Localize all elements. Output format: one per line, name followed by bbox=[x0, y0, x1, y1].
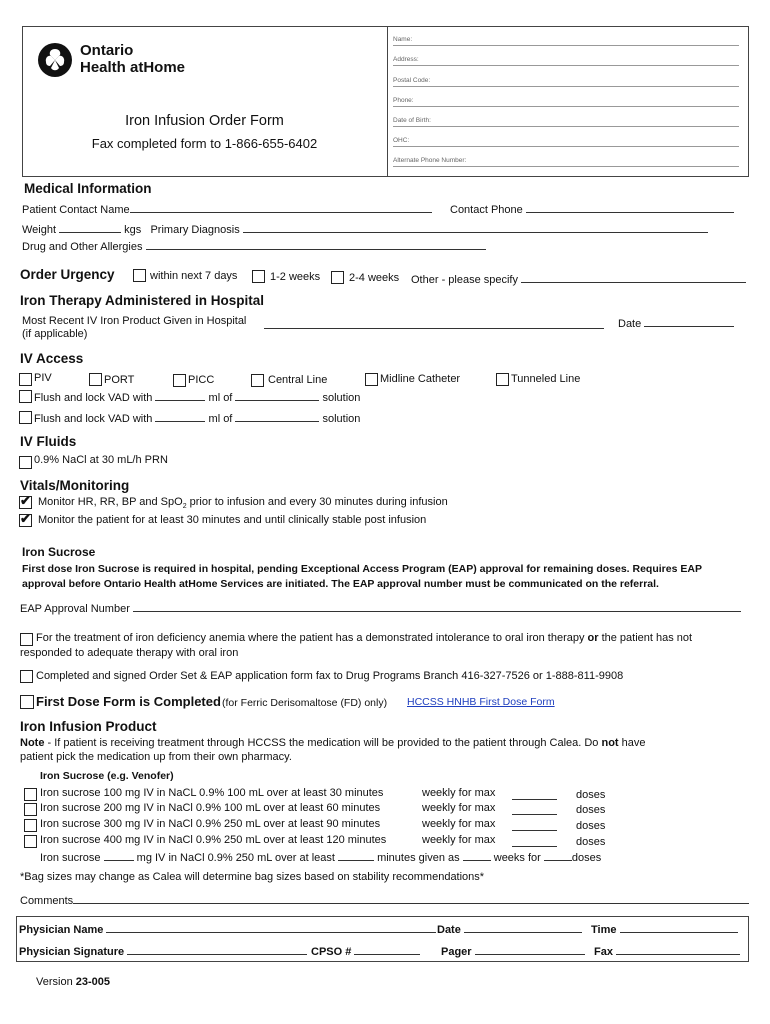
pager-row: Pager bbox=[441, 944, 585, 958]
eap-row: EAP Approval Number bbox=[20, 601, 741, 615]
dose-row-text: Iron sucrose 300 mg IV in NaCl 0.9% 250 mL over at least 90 minutes bbox=[40, 818, 381, 830]
patient-field-label: OHC: bbox=[393, 137, 410, 144]
physician-name-row: Physician Name bbox=[19, 922, 436, 936]
picc-label: PICC bbox=[188, 374, 215, 386]
first-dose-label: First Dose Form is Completed bbox=[36, 694, 221, 709]
dose-row-weekly: weekly for max bbox=[422, 802, 496, 814]
patient-field-0[interactable] bbox=[393, 36, 739, 46]
tunneled-line-checkbox[interactable] bbox=[496, 373, 509, 386]
picc-checkbox[interactable] bbox=[173, 374, 186, 387]
dose-row-checkbox[interactable] bbox=[24, 803, 37, 816]
iv-access-heading: IV Access bbox=[20, 351, 84, 366]
sig-date-row: Date bbox=[437, 922, 582, 936]
post-infusion-checkbox[interactable] bbox=[19, 514, 32, 527]
urgency-1-2-weeks-checkbox[interactable] bbox=[252, 270, 265, 283]
piv-label: PIV bbox=[34, 372, 52, 384]
piv-checkbox[interactable] bbox=[19, 373, 32, 386]
allergies-field[interactable] bbox=[146, 239, 486, 250]
custom-weeks-field[interactable] bbox=[463, 850, 491, 861]
iron-sucrose-subheading: Iron Sucrose (e.g. Venofer) bbox=[40, 770, 174, 782]
patient-field-label: Address: bbox=[393, 56, 419, 63]
dose-row-text: Iron sucrose 400 mg IV in NaCl 0.9% 250 mL over at least 120 minutes bbox=[40, 834, 387, 846]
port-checkbox[interactable] bbox=[89, 373, 102, 386]
dose-row-checkbox[interactable] bbox=[24, 788, 37, 801]
first-dose-checkbox[interactable] bbox=[20, 695, 34, 709]
org-name bbox=[80, 42, 185, 76]
flush1-solution-field[interactable] bbox=[235, 390, 319, 401]
weight-row: Weight kgs Primary Diagnosis bbox=[22, 222, 708, 236]
patient-field-2[interactable] bbox=[393, 77, 739, 87]
dose-row-weekly: weekly for max bbox=[422, 818, 496, 830]
hospital-heading: Iron Therapy Administered in Hospital bbox=[20, 293, 265, 308]
post-infusion-label: Monitor the patient for at least 30 minutes and until clinically stable post infusion bbox=[38, 514, 427, 526]
treatment-label-line2: responded to adequate therapy with oral iron bbox=[20, 647, 239, 659]
nacl-prn-checkbox[interactable] bbox=[19, 456, 32, 469]
patient-contact-label: Patient Contact Name bbox=[22, 202, 432, 216]
tunneled-line-label: Tunneled Line bbox=[511, 373, 581, 385]
urgency-other-field[interactable] bbox=[521, 272, 746, 283]
completed-order-label: Completed and signed Order Set & EAP application form fax to Drug Programs Branch 416-327-7526 or 1-888-811-9908 bbox=[36, 670, 624, 682]
patient-field-1[interactable] bbox=[393, 56, 739, 66]
contact-phone-field[interactable] bbox=[526, 202, 734, 213]
iron-sucrose-heading: Iron Sucrose bbox=[22, 545, 96, 559]
order-urgency-heading: Order Urgency bbox=[20, 267, 115, 282]
flush2-amount-field[interactable] bbox=[155, 411, 205, 422]
iron-sucrose-note: First dose Iron Sucrose is required in hospital, pending Exceptional Access Program (EAP) approval for remaining doses. Requires EAP approval before Ontario Health atHome Services are initiated. The EAP approval number must be communicated on the referral. bbox=[22, 563, 702, 590]
form-title: Iron Infusion Order Form bbox=[125, 113, 284, 129]
physician-signature-row: Physician Signature bbox=[19, 944, 307, 958]
comments-row: Comments bbox=[20, 893, 749, 907]
completed-order-checkbox[interactable] bbox=[20, 670, 33, 683]
hospital-date-field[interactable] bbox=[644, 316, 734, 327]
port-label: PORT bbox=[104, 374, 135, 386]
dose-row-text: Iron sucrose 200 mg IV in NaCl 0.9% 100 mL over at least 60 minutes bbox=[40, 802, 381, 814]
urgency-2-4-weeks-checkbox[interactable] bbox=[331, 271, 344, 284]
dose-row-checkbox[interactable] bbox=[24, 819, 37, 832]
patient-field-6[interactable] bbox=[393, 157, 739, 167]
patient-field-label: Postal Code: bbox=[393, 77, 431, 84]
urgency-7days-label: within next 7 days bbox=[150, 270, 238, 282]
medical-info-heading: Medical Information bbox=[24, 181, 152, 196]
eap-approval-field[interactable] bbox=[133, 601, 741, 612]
primary-diagnosis-field[interactable] bbox=[243, 222, 708, 233]
nacl-prn-label: 0.9% NaCl at 30 mL/h PRN bbox=[34, 454, 168, 466]
version-label: Version 23-005 bbox=[36, 976, 111, 988]
vitals-monitor-label: Monitor HR, RR, BP and SpO$_2$ prior to infusion and every 30 minutes during infusion bbox=[38, 496, 448, 511]
sig-fax-field[interactable] bbox=[616, 944, 740, 955]
patient-field-label: Phone: bbox=[393, 97, 414, 104]
dose-row-max-field[interactable] bbox=[512, 804, 557, 815]
dose-row-max-field[interactable] bbox=[512, 836, 557, 847]
recent-iv-iron-field[interactable] bbox=[264, 318, 604, 329]
dose-row-weekly: weekly for max bbox=[422, 834, 496, 846]
dose-row-text: Iron sucrose 100 mg IV in NaCL 0.9% 100 mL over at least 30 minutes bbox=[40, 787, 384, 799]
patient-contact-field[interactable] bbox=[130, 202, 432, 213]
dose-row-max-field[interactable] bbox=[512, 820, 557, 831]
dose-row-weekly: weekly for max bbox=[422, 787, 496, 799]
patient-field-label: Name: bbox=[393, 36, 413, 43]
treatment-label: For the treatment of iron deficiency anemia where the patient has a demonstrated intolerance to oral iron therapy or the patient has not bbox=[36, 632, 693, 644]
dose-row-doses: doses bbox=[576, 820, 606, 832]
urgency-7days-checkbox[interactable] bbox=[133, 269, 146, 282]
iron-infusion-product-heading: Iron Infusion Product bbox=[20, 719, 157, 734]
fax-instruction: Fax completed form to 1-866-655-6402 bbox=[91, 136, 318, 151]
dose-row-doses: doses bbox=[576, 804, 606, 816]
sig-time-field[interactable] bbox=[620, 922, 738, 933]
flush1-row: Flush and lock VAD with ml of solution bbox=[34, 392, 361, 404]
ontario-logo-icon bbox=[37, 42, 73, 78]
comments-field[interactable] bbox=[73, 893, 749, 904]
central-line-checkbox[interactable] bbox=[251, 374, 264, 387]
vitals-monitor-checkbox[interactable] bbox=[19, 496, 32, 509]
flush2-checkbox[interactable] bbox=[19, 411, 32, 424]
first-dose-form-link[interactable]: HCCSS HNHB First Dose Form bbox=[407, 696, 555, 708]
custom-mg-field[interactable] bbox=[104, 850, 134, 861]
patient-field-5[interactable] bbox=[393, 137, 739, 147]
physician-signature-field[interactable] bbox=[127, 944, 307, 955]
urgency-1-2-weeks-label: 1-2 weeks bbox=[270, 271, 321, 283]
cpso-row: CPSO # bbox=[311, 944, 420, 958]
header-divider bbox=[387, 26, 388, 177]
flush1-checkbox[interactable] bbox=[19, 390, 32, 403]
patient-field-label: Date of Birth: bbox=[393, 117, 431, 124]
dose-row-doses: doses bbox=[576, 836, 606, 848]
custom-doses-field[interactable] bbox=[544, 850, 572, 861]
patient-field-4[interactable] bbox=[393, 117, 739, 127]
iv-fluids-heading: IV Fluids bbox=[20, 434, 77, 449]
midline-catheter-checkbox[interactable] bbox=[365, 373, 378, 386]
contact-phone-label: Contact Phone bbox=[450, 202, 734, 216]
urgency-2-4-weeks-label: 2-4 weeks bbox=[349, 272, 400, 284]
weight-field[interactable] bbox=[59, 222, 121, 233]
pager-field[interactable] bbox=[475, 944, 585, 955]
allergies-row: Drug and Other Allergies bbox=[22, 239, 486, 253]
org-line1: Ontario bbox=[80, 42, 134, 59]
vitals-heading: Vitals/Monitoring bbox=[20, 478, 130, 493]
flush2-row: Flush and lock VAD with ml of solution bbox=[34, 413, 361, 425]
treatment-checkbox[interactable] bbox=[20, 633, 33, 646]
cpso-field[interactable] bbox=[354, 944, 420, 955]
sig-time-row: Time bbox=[591, 922, 738, 936]
dose-row-checkbox[interactable] bbox=[24, 835, 37, 848]
recent-iv-iron-label: Most Recent IV Iron Product Given in Hospital (if applicable) bbox=[22, 315, 247, 340]
hospital-date-label: Date bbox=[618, 316, 734, 330]
custom-minutes-field[interactable] bbox=[338, 850, 374, 861]
org-line2: Health atHome bbox=[80, 59, 186, 76]
sig-fax-row: Fax bbox=[594, 944, 740, 958]
physician-name-field[interactable] bbox=[106, 922, 436, 933]
custom-dose-row: Iron sucrose mg IV in NaCl 0.9% 250 mL over at least minutes given as weeks for doses bbox=[40, 852, 602, 864]
bag-size-note: *Bag sizes may change as Calea will determine bag sizes based on stability recommendations* bbox=[20, 871, 485, 883]
dose-row-doses: doses bbox=[576, 789, 606, 801]
sig-date-field[interactable] bbox=[464, 922, 582, 933]
flush2-solution-field[interactable] bbox=[235, 411, 319, 422]
urgency-other-label: Other - please specify bbox=[411, 272, 746, 286]
flush1-amount-field[interactable] bbox=[155, 390, 205, 401]
first-dose-sub: (for Ferric Derisomaltose (FD) only) bbox=[222, 697, 388, 709]
patient-field-label: Alternate Phone Number: bbox=[393, 157, 467, 164]
midline-catheter-label: Midline Catheter bbox=[380, 373, 461, 385]
patient-field-3[interactable] bbox=[393, 97, 739, 107]
central-line-label: Central Line bbox=[268, 374, 328, 386]
product-note: Note - If patient is receiving treatment through HCCSS the medication will be provided to the patient through Calea. Do not have patient pick the medication up from their own pharmacy. bbox=[20, 737, 646, 763]
dose-row-max-field[interactable] bbox=[512, 789, 557, 800]
